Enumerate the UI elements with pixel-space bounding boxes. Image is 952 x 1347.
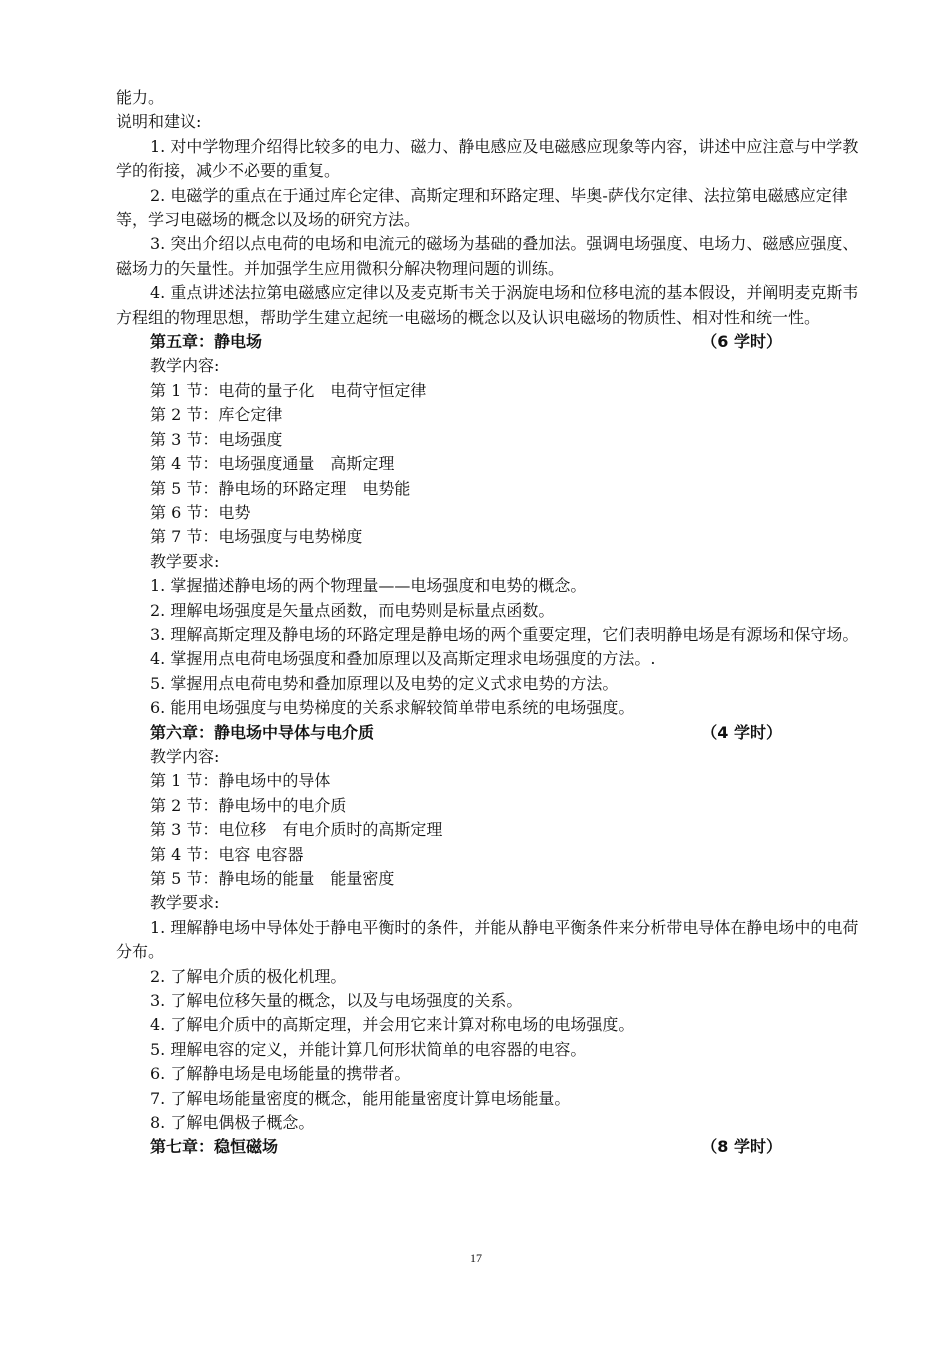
section-item: 第 4 节：电容 电容器 [150,844,304,864]
chapter-hours: （4 学时） [701,722,782,742]
requirement-item: 2. 了解电介质的极化机理。 [150,966,347,986]
section-item: 第 5 节：静电场的能量 能量密度 [150,869,395,888]
chapter-hours: （6 学时） [701,332,782,352]
page-number: 17 [470,1251,482,1265]
requirement-item: 6. 了解静电场是电场能量的携带者。 [150,1064,411,1084]
section-item: 第 6 节：电势 [150,502,251,522]
requirement-item: 6. 能用电场强度与电势梯度的关系求解较简单带电系统的电场强度。 [150,698,635,718]
note-paragraph: 3. 突出介绍以点电荷的电场和电流元的磁场为基础的叠加法。强调电场强度、电场力、磁感应强度、磁场力的矢量性。并加强学生应用微积分解决物理问题的训练。 [116,234,859,278]
section-item: 第 1 节：静电场中的导体 [150,771,331,791]
requirement-item: 5. 掌握用点电荷电势和叠加原理以及电势的定义式求电势的方法。 [150,673,619,693]
note-paragraph: 2. 电磁学的重点在于通过库仑定律、高斯定理和环路定理、毕奥-萨伐尔定律、法拉第电磁感应定律等，学习电磁场的概念以及场的研究方法。 [116,185,848,230]
note-paragraph: 1. 对中学物理介绍得比较多的电力、磁力、静电感应及电磁感应现象等内容，讲述中应注意与中学教学的衔接，减少不必要的重复。 [116,136,859,181]
requirement-item: 3. 理解高斯定理及静电场的环路定理是静电场的两个重要定理，它们表明静电场是有源场和保守场。 [150,624,859,644]
requirement-item: 4. 了解电介质中的高斯定理，并会用它来计算对称电场的电场强度。 [150,1015,635,1035]
requirements-label: 教学要求: [150,893,220,913]
section-item: 第 7 节：电场强度与电势梯度 [150,527,363,547]
requirement-item: 4. 掌握用点电荷电场强度和叠加原理以及高斯定理求电场强度的方法。. [150,649,656,669]
requirement-item: 1. 掌握描述静电场的两个物理量——电场强度和电势的概念。 [150,576,587,596]
requirement-item: 2. 理解电场强度是矢量点函数，而电势则是标量点函数。 [150,600,555,620]
chapter-heading-6 [116,721,868,745]
notes-label: 说明和建议: [116,112,202,132]
section-item: 第 2 节：静电场中的电介质 [150,795,347,815]
content-label: 教学内容: [150,746,220,766]
requirement-item: 7. 了解电场能量密度的概念，能用能量密度计算电场能量。 [150,1088,571,1108]
note-paragraph: 4. 重点讲述法拉第电磁感应定律以及麦克斯韦关于涡旋电场和位移电流的基本假设，并阐明麦克斯韦方程组的物理思想，帮助学生建立起统一电磁场的概念以及认识电磁场的物质性、相对性和统一性。 [116,283,859,327]
requirements-label: 教学要求: [150,551,220,571]
section-item: 第 1 节：电荷的量子化 电荷守恒定律 [150,380,427,400]
chapter-title: 第五章：静电场 [150,332,263,352]
chapter-heading-7 [116,1135,868,1159]
chapter-title: 第七章：稳恒磁场 [150,1137,279,1157]
requirement-item: 5. 理解电容的定义，并能计算几何形状简单的电容器的电容。 [150,1039,587,1059]
chapter-hours: （8 学时） [701,1137,782,1157]
section-item: 第 2 节：库仑定律 [150,405,283,425]
chapter-title: 第六章：静电场中导体与电介质 [150,722,375,742]
section-item: 第 3 节：电位移 有电介质时的高斯定理 [150,820,443,840]
chapter-heading-5 [116,330,868,354]
carry-over-text: 能力。 [116,88,165,107]
requirement-item: 8. 了解电偶极子概念。 [150,1113,315,1133]
requirement-item: 1. 理解静电场中导体处于静电平衡时的条件，并能从静电平衡条件来分析带电导体在静电场中的电荷分布。 [116,917,859,962]
requirement-item: 3. 了解电位移矢量的概念，以及与电场强度的关系。 [150,991,523,1011]
section-item: 第 5 节：静电场的环路定理 电势能 [150,478,411,498]
section-item: 第 4 节：电场强度通量 高斯定理 [150,454,395,474]
page-body [116,86,868,1160]
content-label: 教学内容: [150,356,220,376]
section-item: 第 3 节：电场强度 [150,429,283,449]
